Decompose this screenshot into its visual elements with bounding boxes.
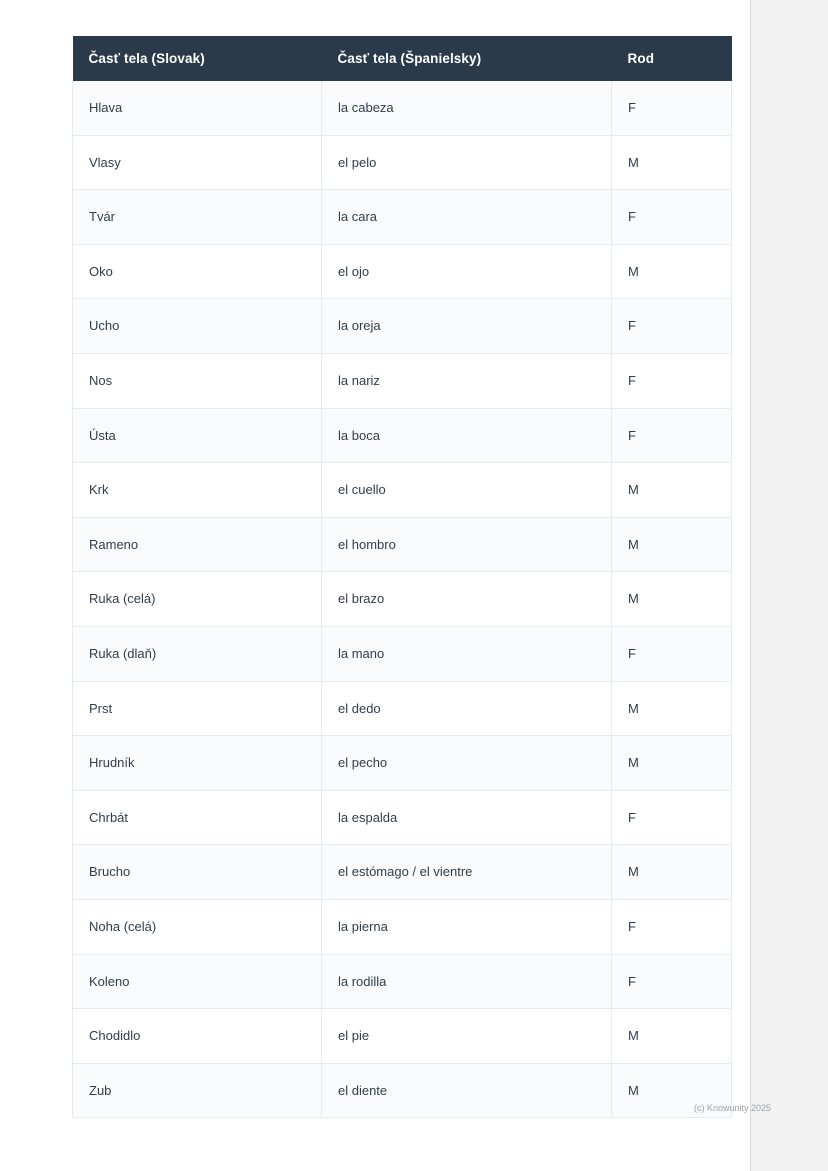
cell-slovak: Koleno — [73, 954, 322, 1009]
cell-gender: M — [612, 572, 732, 627]
table-row — [73, 408, 732, 463]
cell-gender: F — [612, 790, 732, 845]
table-row — [73, 244, 732, 299]
cell-slovak: Hrudník — [73, 736, 322, 791]
cell-spanish: el hombro — [322, 517, 612, 572]
cell-slovak: Zub — [73, 1063, 322, 1118]
cell-slovak: Ucho — [73, 299, 322, 354]
cell-spanish: la boca — [322, 408, 612, 463]
cell-slovak: Ruka (celá) — [73, 572, 322, 627]
cell-spanish: el ojo — [322, 244, 612, 299]
cell-spanish: la nariz — [322, 353, 612, 408]
table-body — [73, 81, 732, 1118]
cell-slovak: Ústa — [73, 408, 322, 463]
table-header — [73, 36, 732, 81]
copyright-watermark: (c) Knowunity 2025 — [694, 1103, 772, 1113]
cell-spanish: la espalda — [322, 790, 612, 845]
cell-slovak: Hlava — [73, 81, 322, 135]
table-row — [73, 899, 732, 954]
table-row — [73, 353, 732, 408]
cell-spanish: el pie — [322, 1009, 612, 1064]
cell-spanish: la rodilla — [322, 954, 612, 1009]
table-header-row — [73, 36, 732, 81]
cell-spanish: el pecho — [322, 736, 612, 791]
table-row — [73, 463, 732, 518]
cell-gender: F — [612, 81, 732, 135]
cell-spanish: el cuello — [322, 463, 612, 518]
cell-slovak: Prst — [73, 681, 322, 736]
cell-spanish: el estómago / el vientre — [322, 845, 612, 900]
cell-gender: M — [612, 681, 732, 736]
table-row — [73, 626, 732, 681]
cell-gender: M — [612, 736, 732, 791]
table-row — [73, 1009, 732, 1064]
cell-slovak: Krk — [73, 463, 322, 518]
cell-gender: M — [612, 244, 732, 299]
cell-spanish: la pierna — [322, 899, 612, 954]
cell-gender: F — [612, 353, 732, 408]
vocabulary-table — [72, 36, 732, 1118]
table-row — [73, 135, 732, 190]
cell-slovak: Brucho — [73, 845, 322, 900]
cell-slovak: Ruka (dlaň) — [73, 626, 322, 681]
column-header-gender: Rod — [612, 36, 732, 81]
cell-gender: M — [612, 517, 732, 572]
cell-spanish: la cabeza — [322, 81, 612, 135]
cell-spanish: la oreja — [322, 299, 612, 354]
cell-gender: F — [612, 408, 732, 463]
cell-slovak: Chodidlo — [73, 1009, 322, 1064]
table-row — [73, 790, 732, 845]
cell-slovak: Vlasy — [73, 135, 322, 190]
cell-gender: F — [612, 954, 732, 1009]
cell-spanish: la cara — [322, 190, 612, 245]
cell-gender: F — [612, 899, 732, 954]
table-row — [73, 1063, 732, 1118]
cell-gender: F — [612, 299, 732, 354]
cell-spanish: el brazo — [322, 572, 612, 627]
cell-slovak: Tvár — [73, 190, 322, 245]
table-row — [73, 954, 732, 1009]
table-row — [73, 517, 732, 572]
cell-slovak: Noha (celá) — [73, 899, 322, 954]
cell-gender: M — [612, 1009, 732, 1064]
cell-gender: M — [612, 463, 732, 518]
cell-slovak: Chrbát — [73, 790, 322, 845]
column-header-spanish: Časť tela (Španielsky) — [322, 36, 612, 81]
cell-gender: F — [612, 626, 732, 681]
column-header-slovak: Časť tela (Slovak) — [73, 36, 322, 81]
cell-gender: M — [612, 1063, 732, 1118]
cell-spanish: el diente — [322, 1063, 612, 1118]
table-row — [73, 190, 732, 245]
cell-gender: F — [612, 190, 732, 245]
table-row — [73, 572, 732, 627]
vocabulary-table-container — [72, 36, 655, 1118]
cell-gender: M — [612, 135, 732, 190]
cell-slovak: Oko — [73, 244, 322, 299]
table-row — [73, 845, 732, 900]
table-row — [73, 736, 732, 791]
table-row — [73, 81, 732, 135]
cell-spanish: la mano — [322, 626, 612, 681]
table-row — [73, 681, 732, 736]
cell-slovak: Nos — [73, 353, 322, 408]
cell-spanish: el pelo — [322, 135, 612, 190]
cell-spanish: el dedo — [322, 681, 612, 736]
page-right-edge — [750, 0, 828, 1171]
table-row — [73, 299, 732, 354]
cell-slovak: Rameno — [73, 517, 322, 572]
cell-gender: M — [612, 845, 732, 900]
